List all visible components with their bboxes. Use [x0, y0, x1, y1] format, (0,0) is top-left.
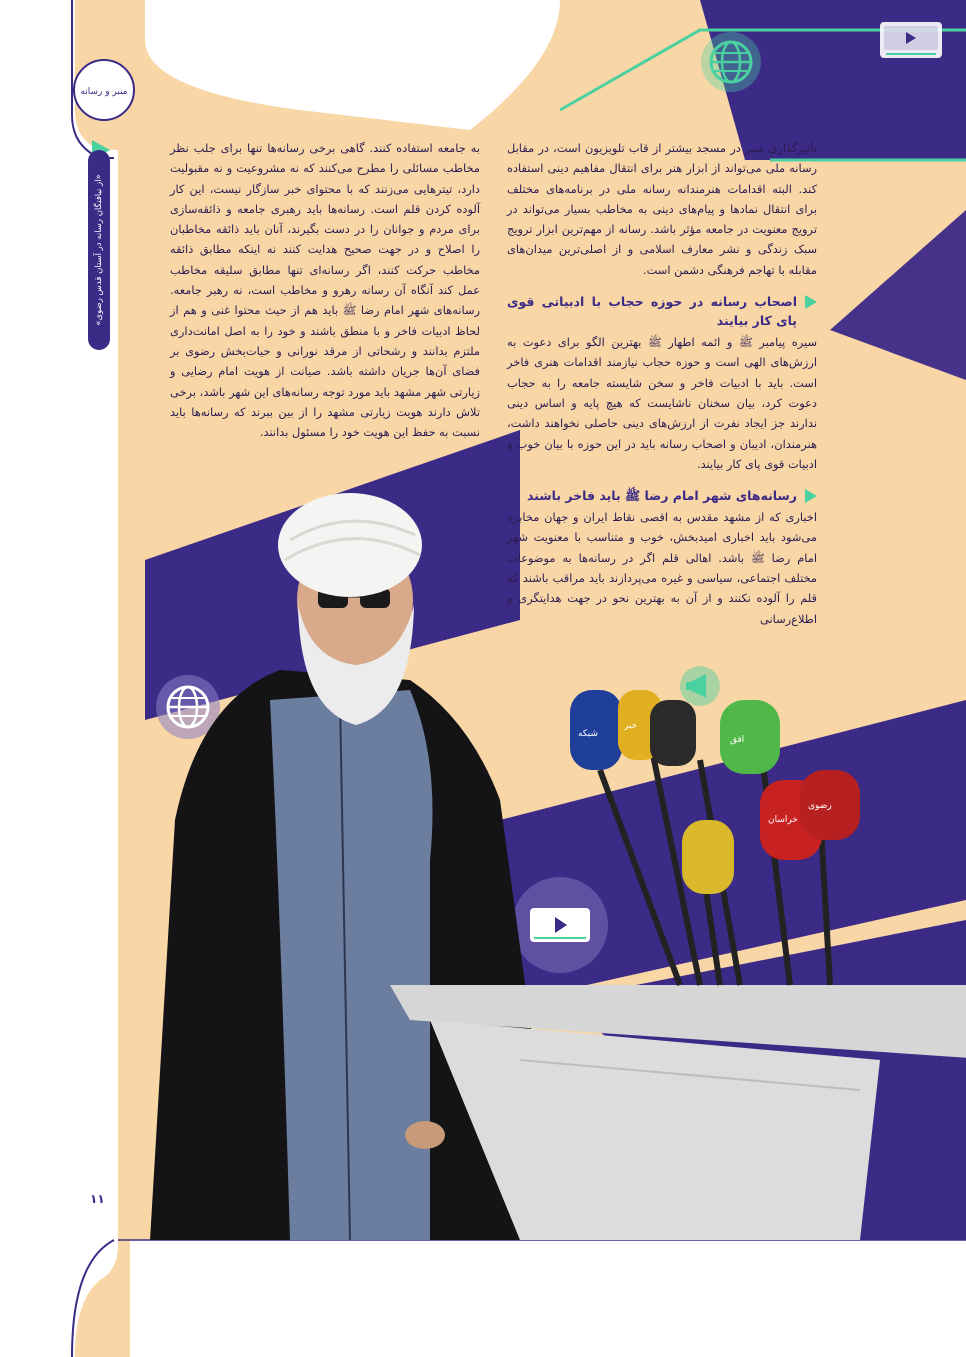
left-paragraph: به جامعه استفاده کنند. گاهی برخی رسانه‌ها تنها برای جلب نظر مخاطب مسائلی را مطرح می‌کنند که نه مشروعیت و نه مقبولیت دارد، تیترهایی می‌زنند که با محتوای خبر سازگار نیست، این کار آلوده کردن قلم است. رسانه‌ها باید رهبری جامعه و ذائقه‌سازی برای مردم و جوانان را در دست بگیرند، آنان باید ذائقه مخاطبان را اصلاح و در جهت صحیح هدایت کنند نه اینکه مطابق ذائقه مخاطب حرکت کنند، اگر رسانه‌ای تنها مطابق سلیقه مخاطب عمل کند آنگاه آن رسانه رهرو و مخاطب است، نه رهبر جامعه. رسانه‌های شهر امام رضا ﷺ باید هم از حیث محتوا غنی و هم از لحاظ ادبیات فاخر و با منطق باشند و خود را به اصل امانت‌داری ملتزم بدانند و رشحاتی از مرقد نورانی و حیات‌بخش رضوی بر فضای آن‌ها جریان داشته باشد. صیانت از هویت امام رضایی و زیارتی شهر مشهد باید مورد توجه رسانه‌های این شهر باشد، برخی تلاش دارند هویت زیارتی مشهد را از بین ببرند که رسانه‌ها باید نسبت به حفظ این هویت خود را مسئول بدانند.	[170, 141, 480, 440]
globe-icon	[701, 32, 761, 92]
mic-label: افق	[730, 735, 745, 745]
section-heading	[507, 486, 817, 505]
triangle-bullet-icon	[805, 295, 817, 309]
section-heading	[507, 292, 817, 330]
video-player-icon	[880, 22, 942, 58]
video-player-icon	[512, 877, 608, 973]
page-number: ۱۱	[90, 1192, 105, 1206]
side-label	[88, 150, 110, 350]
megaphone-icon	[680, 666, 720, 706]
section-heading-text: اصحاب رسانه در حوزه حجاب با ادبیاتی قوی پای کار بیایند	[507, 294, 797, 329]
mic-label: شبکه	[578, 729, 599, 739]
side-label-text: «از نیافتگان رسانه در آستان قدس رضوی»	[94, 174, 104, 326]
logo	[74, 60, 134, 120]
mic-label: خبر	[624, 721, 638, 731]
intro-paragraph: تأثیرگذاری منبر در مسجد بیشتر از قاب تلویزیون است، در مقابل رسانه ملی می‌تواند از ابزار هنر برای انتقال مفاهیم دینی استفاده کند. البته اقدامات هنرمندانه رسانه ملی در برنامه‌های مختلف برای انتقال نمادها و پیام‌های دینی به مخاطب بسیار می‌تواند در ترویج معنویت در جامعه مؤثر باشد. رسانه از مهم‌ترین ابزار ترویج سبک زندگی و نشر معارف اسلامی و از اصلی‌ترین میدان‌های مقابله با تهاجم فرهنگی دشمن است.	[507, 141, 817, 277]
left-column	[170, 138, 480, 442]
section-heading-text: رسانه‌های شهر امام رضا ﷺ باید فاخر باشند	[527, 488, 797, 504]
triangle-bullet-icon	[805, 489, 817, 503]
logo-text: منبر و رسانه	[80, 87, 128, 97]
mic-label: رضوی	[808, 801, 832, 811]
section-paragraph: سیره پیامبر ﷺ و ائمه اطهار ﷺ بهترین الگو برای دعوت به ارزش‌های الهی است و حوزه حجاب نیازمند اقدامات هنری فاخر است. باید با ادبیات فاخر و سخن شایسته جامعه را به حجاب دعوت کرد، بیان سخنان ناشایست که هیچ پایه و اساس دینی ندارند جز ایجاد نفرت از ارزش‌های دینی حاصلی نخواهند داشت، هنرمندان، ادیبان و اصحاب رسانه باید در این حوزه با بیان خوب و ادبیات قوی پای کار بیایند.	[507, 335, 817, 471]
mic-label: خراسان	[768, 815, 798, 825]
right-column	[507, 138, 817, 629]
section-paragraph: اخباری که از مشهد مقدس به اقصی نقاط ایران و جهان مخابره می‌شود باید اخباری امیدبخش، خوب و متناسب با معنویت شهر امام رضا ﷺ باشد. اهالی قلم اگر در رسانه‌ها به موضوعات مختلف اجتماعی، سیاسی و غیره می‌پردازند باید مراقب باشند که قلم را آلوده نکنند و از آن به بهترین نحو در جهت هدایتگری و اطلاع‌رسانی	[507, 510, 817, 626]
